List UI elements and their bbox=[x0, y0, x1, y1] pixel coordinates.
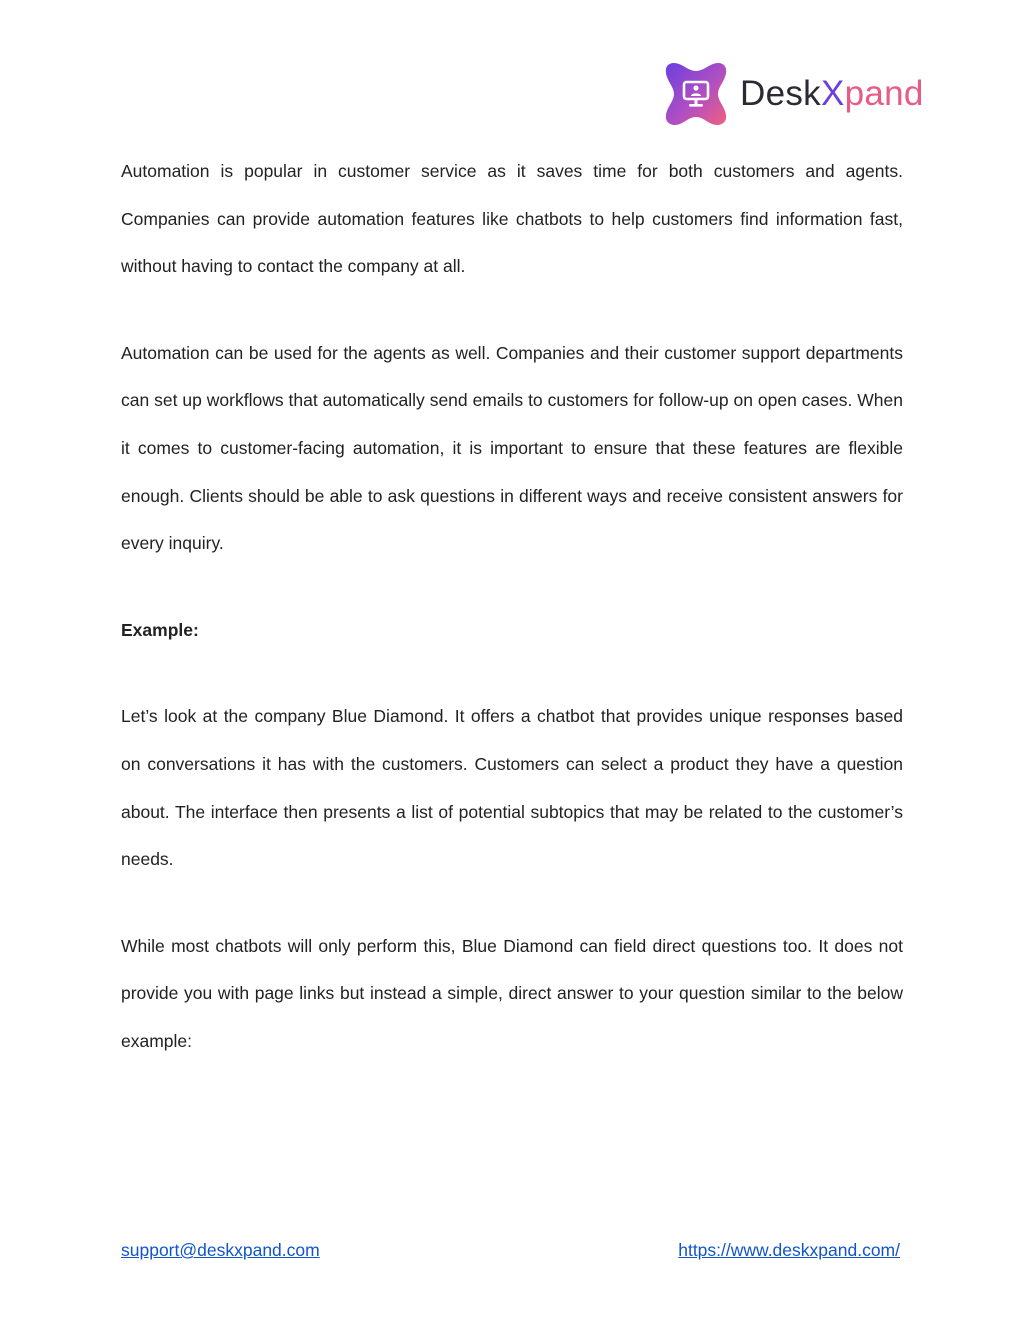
example-heading: Example: bbox=[121, 619, 199, 640]
paragraph-automation-intro: Automation is popular in customer service as it saves time for both customers and agents. Companies can provide automation features like chatbots to help customers find information fast, without having to contact the company at all. bbox=[121, 161, 903, 277]
brand-wordmark bbox=[740, 74, 924, 114]
paragraph-automation-agents: Automation can be used for the agents as well. Companies and their customer support departments can set up workflows that automatically send emails to customers for follow-up on open cases. When it comes to customer-facing automation, it is important to ensure that these features are flexible enough. Clients should be able to ask questions in different ways and receive consistent answers for every inquiry. bbox=[121, 342, 903, 554]
paragraph-direct-questions: While most chatbots will only perform this, Blue Diamond can field direct questions too. It does not provide you with page links but instead a simple, direct answer to your question similar to the below example: bbox=[121, 935, 903, 1051]
deskxpand-logo-icon bbox=[664, 61, 728, 127]
support-email-link[interactable]: support@deskxpand.com bbox=[121, 1240, 320, 1260]
wordmark-desk: Desk bbox=[740, 74, 821, 113]
brand-logo bbox=[664, 60, 924, 128]
website-link[interactable]: https://www.deskxpand.com/ bbox=[678, 1240, 900, 1260]
wordmark-x: X bbox=[820, 74, 845, 113]
paragraph-blue-diamond: Let’s look at the company Blue Diamond. It offers a chatbot that provides unique responses based on conversations it has with the customers. Customers can select a product they have a question about. The interface then presents a list of potential subtopics that may be related to the customer’s needs. bbox=[121, 706, 903, 870]
wordmark-pand: pand bbox=[844, 74, 924, 113]
document-body bbox=[121, 148, 903, 1105]
